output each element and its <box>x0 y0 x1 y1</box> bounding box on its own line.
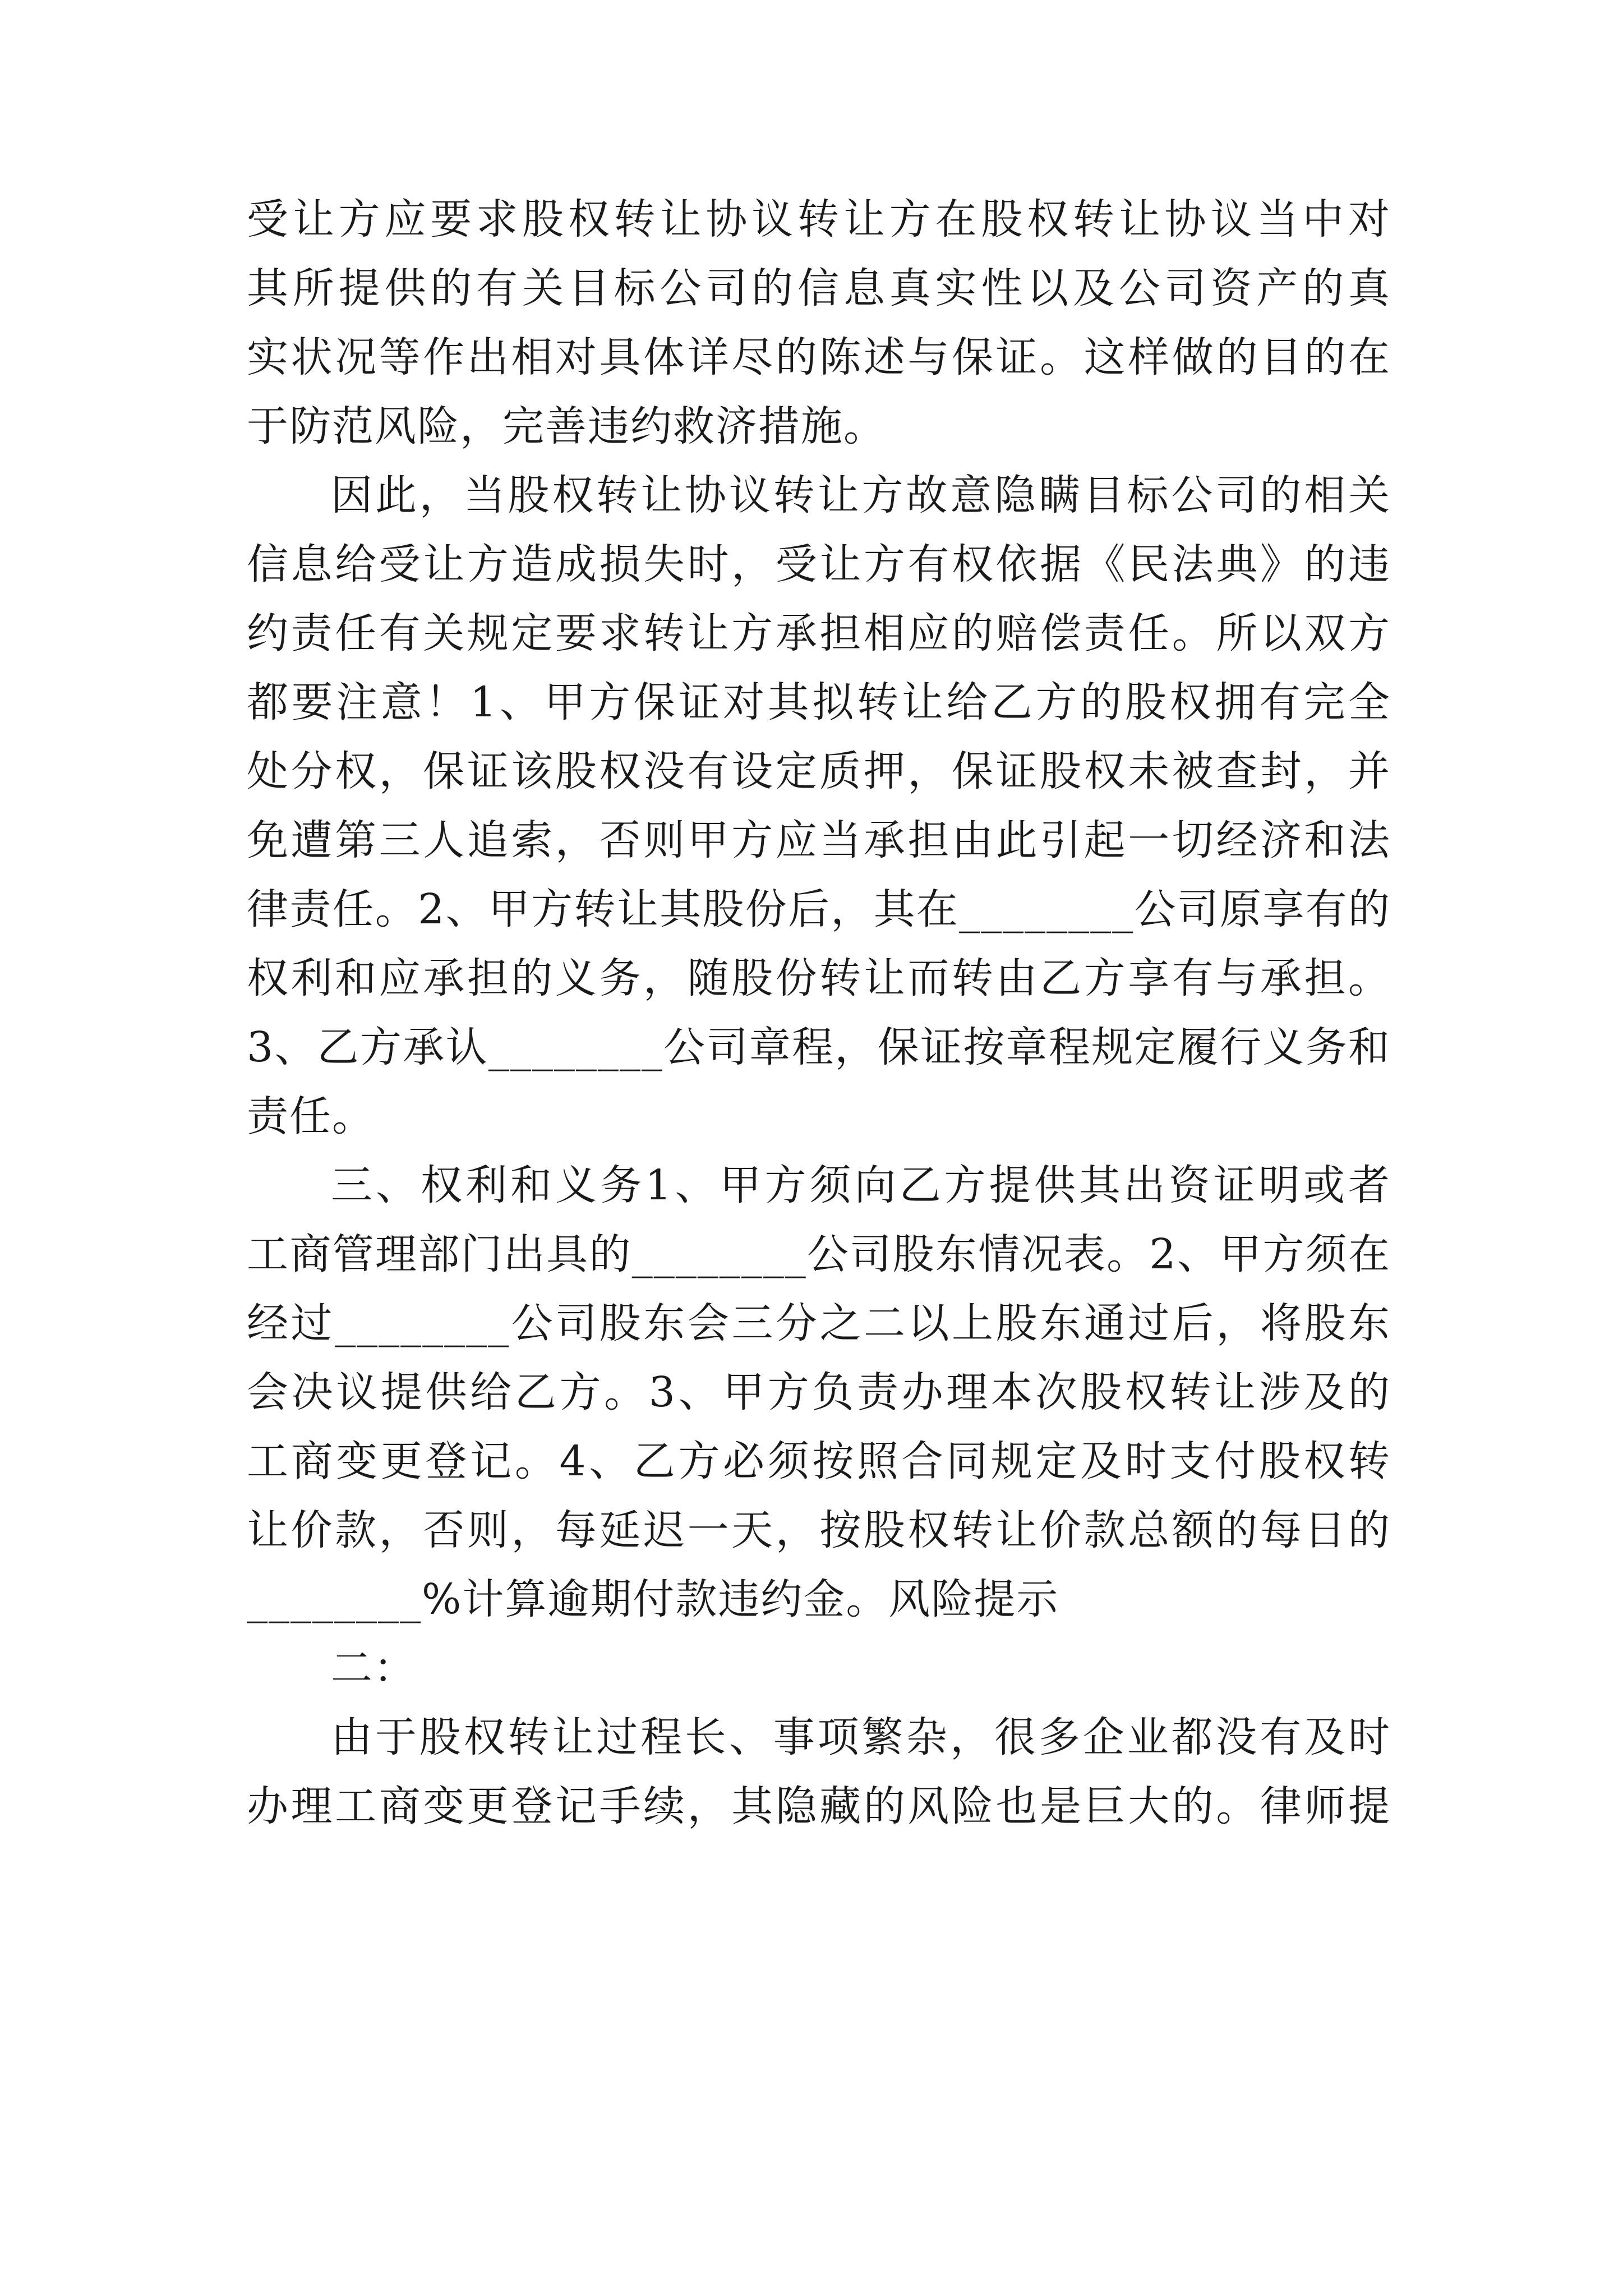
text-line: 因此，当股权转让协议转让方故意隐瞒目标公司的相关 <box>331 471 1391 519</box>
text-line: 信息给受让方造成损失时，受让方有权依据《民法典》的违 <box>247 540 1391 588</box>
text-line: 工商管理部门出具的________公司股东情况表。2、甲方须在 <box>247 1230 1391 1278</box>
text-line: ________%计算逾期付款违约金。风险提示 <box>247 1575 1059 1623</box>
text-line: 让价款，否则，每延迟一天，按股权转让价款总额的每日的 <box>247 1506 1391 1554</box>
text-line: 其所提供的有关目标公司的信息真实性以及公司资产的真 <box>247 264 1391 312</box>
text-line: 实状况等作出相对具体详尽的陈述与保证。这样做的目的在 <box>247 333 1391 381</box>
text-line: 于防范风险，完善违约救济措施。 <box>247 402 886 450</box>
text-line: 约责任有关规定要求转让方承担相应的赔偿责任。所以双方 <box>247 609 1391 657</box>
text-line: 权利和应承担的义务，随股份转让而转由乙方享有与承担。 <box>247 954 1391 1002</box>
text-line: 办理工商变更登记手续，其隐藏的风险也是巨大的。律师提 <box>247 1782 1391 1830</box>
text-line: 律责任。2、甲方转让其股份后，其在________公司原享有的 <box>247 885 1391 933</box>
document-body <box>247 185 1391 1841</box>
text-line: 责任。 <box>247 1092 375 1140</box>
text-line: 都要注意！1、甲方保证对其拟转让给乙方的股权拥有完全 <box>247 678 1391 726</box>
section-heading: 二： <box>331 1644 416 1692</box>
text-line: 工商变更登记。4、乙方必须按照合同规定及时支付股权转 <box>247 1437 1391 1485</box>
text-line: 免遭第三人追索，否则甲方应当承担由此引起一切经济和法 <box>247 816 1391 864</box>
text-line: 三、权利和义务1、甲方须向乙方提供其出资证明或者 <box>331 1161 1391 1209</box>
text-line: 经过________公司股东会三分之二以上股东通过后，将股东 <box>247 1299 1391 1347</box>
text-line: 3、乙方承认________公司章程，保证按章程规定履行义务和 <box>247 1023 1391 1071</box>
text-line: 会决议提供给乙方。3、甲方负责办理本次股权转让涉及的 <box>247 1368 1391 1416</box>
text-line: 处分权，保证该股权没有设定质押，保证股权未被查封，并 <box>247 747 1391 795</box>
text-line: 由于股权转让过程长、事项繁杂，很多企业都没有及时 <box>331 1713 1391 1761</box>
text-line: 受让方应要求股权转让协议转让方在股权转让协议当中对 <box>247 195 1391 243</box>
